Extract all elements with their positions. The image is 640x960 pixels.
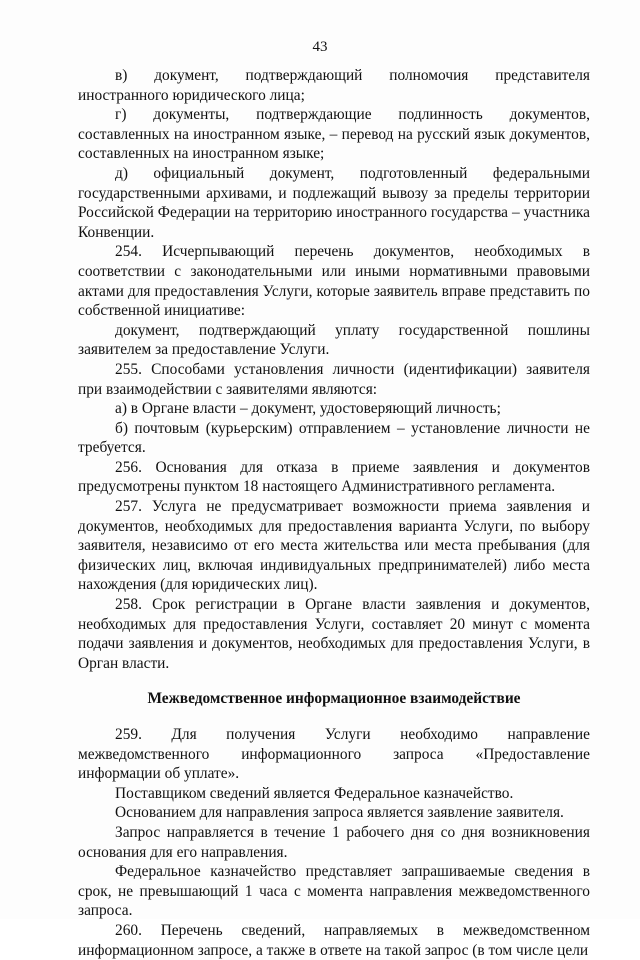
paragraph-item-d: д) официальный документ, подготовленный федеральными государственными архивами, и подлежащий вывозу за пределы территории Российской Федерации на территорию иностранного государства – участника Конвенции. <box>78 164 590 241</box>
paragraph-254-document: документ, подтверждающий уплату государственной пошлины заявителем за предоставление Услуги. <box>78 321 590 359</box>
paragraph-259: 259. Для получения Услуги необходимо направление межведомственного информационного запроса «Предоставление информации об уплате». <box>78 726 590 783</box>
paragraph-255-b: б) почтовым (курьерским) отправлением – установление личности не требуется. <box>78 419 590 457</box>
paragraph-request-timing: Запрос направляется в течение 1 рабочего дня со дня возникновения основания для его направления. <box>78 823 590 861</box>
paragraph-257: 257. Услуга не предусматривает возможности приема заявления и документов, необходимых для предоставления варианта Услуги, по выбору заявителя, независимо от его места жительства или места пребывания (для физических лиц, включая индивидуальных предпринимателей) либо места нахождения (для юридических лиц). <box>78 498 590 594</box>
paragraph-255: 255. Способами установления личности (идентификации) заявителя при взаимодействии с заявителями являются: <box>78 360 590 398</box>
document-body <box>78 66 590 960</box>
paragraph-258: 258. Срок регистрации в Органе власти заявления и документов, необходимых для предоставления Услуги, составляет 20 минут с момента подачи заявления и документов, необходимых для предоставления Услуги, в Орган власти. <box>78 596 590 672</box>
section-heading: Межведомственное информационное взаимодействие <box>147 690 521 708</box>
paragraph-item-v: в) документ, подтверждающий полномочия представителя иностранного юридического лица; <box>78 67 590 104</box>
paragraph-basis: Основанием для направления запроса является заявление заявителя. <box>115 804 564 822</box>
paragraph-response-timing: Федеральное казначейство представляет запрашиваемые сведения в срок, не превышающий 1 часа с момента направления межведомственного запроса. <box>78 863 590 920</box>
paragraph-254: 254. Исчерпывающий перечень документов, необходимых в соответствии с законодательными или иными нормативными правовыми актами для предоставления Услуги, которые заявитель вправе представить по собственной инициативе: <box>78 243 590 320</box>
paragraph-256: 256. Основания для отказа в приеме заявления и документов предусмотрены пунктом 18 настоящего Административного регламента. <box>78 458 590 496</box>
page-number: 43 <box>312 39 328 55</box>
paragraph-item-g: г) документы, подтверждающие подлинность документов, составленных на иностранном языке, – перевод на русский язык документов, составленных на иностранном языке; <box>78 106 590 163</box>
paragraph-260: 260. Перечень сведений, направляемых в межведомственном информационном запросе, а также в ответе на такой запрос (в том числе цели <box>78 921 590 959</box>
paragraph-supplier: Поставщиком сведений является Федеральное казначейство. <box>115 784 514 802</box>
paragraph-255-a: а) в Органе власти – документ, удостоверяющий личность; <box>115 400 501 418</box>
